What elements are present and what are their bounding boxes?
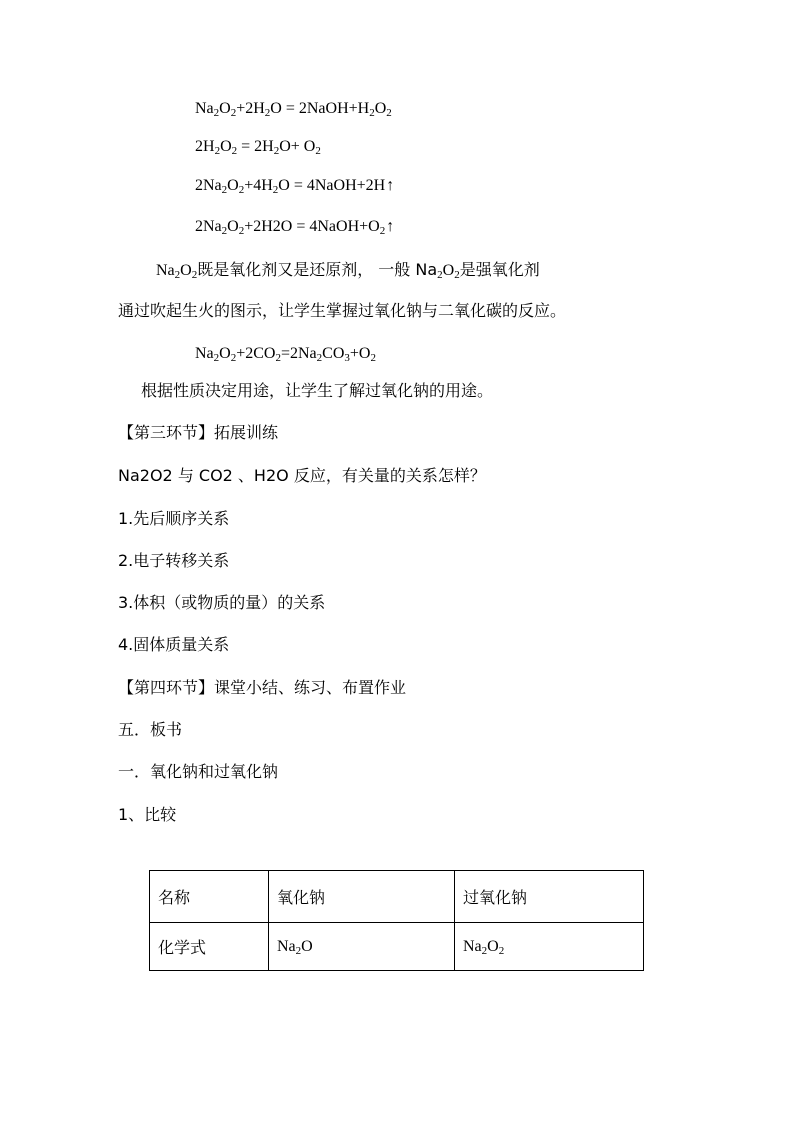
subscript: 2 bbox=[231, 145, 238, 157]
comparison-table bbox=[149, 870, 644, 971]
subscript: 2 bbox=[213, 107, 220, 119]
eq-text: +4H bbox=[244, 177, 273, 194]
subscript: 2 bbox=[370, 352, 376, 364]
text: O bbox=[180, 262, 192, 279]
eq-text: O = 4NaOH+2H bbox=[278, 177, 386, 194]
eq-text: O bbox=[374, 100, 387, 117]
subscript: 2 bbox=[454, 269, 460, 281]
eq-text: 2Na bbox=[195, 218, 222, 235]
up-arrow-icon: ↑ bbox=[386, 218, 395, 235]
equation-4 bbox=[195, 216, 394, 238]
eq-text: +2CO bbox=[236, 345, 276, 362]
text: O bbox=[487, 937, 499, 955]
eq-text: 2Na bbox=[195, 177, 222, 194]
subscript: 2 bbox=[238, 184, 245, 196]
subscript: 2 bbox=[295, 944, 302, 957]
table-cell: 化学式 bbox=[150, 923, 269, 971]
subscript: 2 bbox=[191, 269, 198, 281]
eq-text: +O bbox=[349, 345, 371, 362]
eq-text: =2Na bbox=[280, 345, 317, 362]
eq-text: 2H bbox=[195, 138, 215, 155]
text: Na bbox=[156, 262, 175, 279]
subscript: 2 bbox=[221, 225, 228, 237]
text: O bbox=[442, 262, 455, 279]
eq-text: = 2H bbox=[237, 138, 274, 155]
equation-3 bbox=[195, 175, 394, 197]
table-header-row bbox=[150, 871, 644, 923]
up-arrow-icon: ↑ bbox=[386, 177, 395, 194]
list-item-4: 4.固体质量关系 bbox=[118, 635, 230, 654]
list-item-2: 2.电子转移关系 bbox=[118, 551, 230, 570]
subscript: 2 bbox=[316, 352, 323, 364]
eq-text: O bbox=[227, 177, 239, 194]
equation-5 bbox=[195, 343, 376, 365]
paragraph-fire-demo: 通过吹起生火的图示，让学生掌握过氧化钠与二氧化碳的反应。 bbox=[118, 301, 567, 320]
question-line: Na2O2 与 CO2 、H2O 反应，有关量的关系怎样？ bbox=[118, 466, 486, 485]
eq-text: O bbox=[219, 345, 231, 362]
eq-text: Na bbox=[195, 345, 214, 362]
subscript: 2 bbox=[214, 145, 221, 157]
subscript: 2 bbox=[379, 225, 386, 237]
text: Na bbox=[463, 937, 482, 955]
heading-comparison: 1、比较 bbox=[118, 805, 177, 824]
equation-2 bbox=[195, 136, 321, 158]
eq-text: O bbox=[220, 138, 232, 155]
table-cell: 过氧化钠 bbox=[455, 871, 644, 923]
subscript: 2 bbox=[498, 944, 505, 957]
table-cell bbox=[455, 923, 644, 971]
equation-1 bbox=[195, 98, 392, 120]
text: 是强氧化剂 bbox=[459, 260, 540, 279]
heading-oxides: 一．氧化钠和过氧化钠 bbox=[118, 762, 279, 781]
paragraph-oxidizer bbox=[156, 259, 540, 282]
text: O bbox=[301, 937, 313, 955]
heading-board-notes: 五．板书 bbox=[118, 720, 183, 739]
subscript: 2 bbox=[315, 145, 321, 157]
list-item-1: 1.先后顺序关系 bbox=[118, 509, 230, 528]
subscript: 2 bbox=[386, 107, 392, 119]
table-cell bbox=[269, 923, 455, 971]
subscript: 2 bbox=[275, 352, 281, 364]
subscript: 2 bbox=[213, 352, 220, 364]
eq-text: O+ O bbox=[279, 138, 316, 155]
eq-text: O bbox=[227, 218, 239, 235]
subscript: 2 bbox=[481, 944, 488, 957]
subscript: 2 bbox=[221, 184, 228, 196]
subscript: 2 bbox=[174, 269, 181, 281]
subscript: 2 bbox=[273, 145, 280, 157]
table-cell: 氧化钠 bbox=[269, 871, 455, 923]
eq-text: +2H bbox=[236, 100, 265, 117]
subscript: 2 bbox=[230, 352, 237, 364]
subscript: 3 bbox=[344, 352, 350, 364]
subscript: 2 bbox=[230, 107, 237, 119]
eq-text: O bbox=[219, 100, 231, 117]
text: Na bbox=[277, 937, 296, 955]
eq-text: CO bbox=[322, 345, 345, 362]
eq-text: +2H2O = 4NaOH+O bbox=[244, 218, 380, 235]
subscript: 2 bbox=[437, 269, 443, 281]
subscript: 2 bbox=[272, 184, 279, 196]
list-item-3: 3.体积（或物质的量）的关系 bbox=[118, 593, 326, 612]
section-3-heading: 【第三环节】拓展训练 bbox=[118, 423, 279, 442]
eq-text: O = 2NaOH+H bbox=[270, 100, 370, 117]
subscript: 2 bbox=[264, 107, 271, 119]
table-cell: 名称 bbox=[150, 871, 269, 923]
subscript: 2 bbox=[369, 107, 375, 119]
subscript: 2 bbox=[238, 225, 245, 237]
paragraph-uses: 根据性质决定用途，让学生了解过氧化钠的用途。 bbox=[141, 381, 494, 400]
text: 既是氧化剂又是还原剂， 一般 Na bbox=[197, 260, 438, 279]
eq-text: Na bbox=[195, 100, 214, 117]
section-4-heading: 【第四环节】课堂小结、练习、布置作业 bbox=[118, 678, 407, 697]
table-row bbox=[150, 923, 644, 971]
